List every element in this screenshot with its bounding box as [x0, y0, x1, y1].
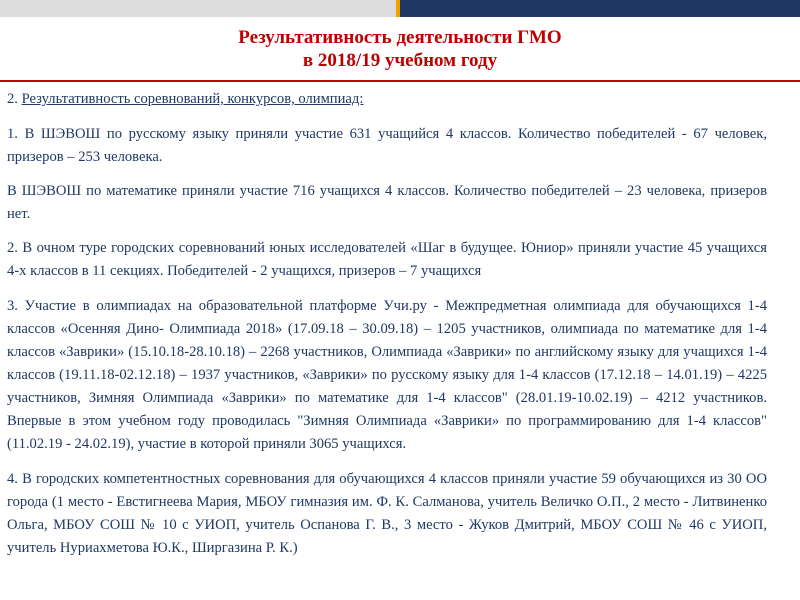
title-divider [0, 80, 800, 82]
top-bar-gray [0, 0, 396, 17]
paragraph-uchi-ru-olympiads: 3. Участие в олимпиадах на образовательной платформе Учи.ру - Межпредметная олимпиада для обучающихся 1-4 классов «Осенняя Дино- Олимпиада 2018» (17.09.18 – 30.09.18) – 1205 участников, олимпиада по математике для 1-4 классов «Заврики» (15.10.18-28.10.18) – 2268 участников, Олимпиада «Заврики» по английскому языку для учащихся 1-4 классов (19.11.18-02.12.18) – 1937 участников, «Заврики» по русскому языку для 1-4 классов (17.12.18 – 14.01.19) – 4225 участников, Зимняя Олимпиада «Заврики» по математике для 1-4 классов" (28.01.19-10.02.19) – 4212 участников. Впервые в этом учебном году проводилась "Зимняя Олимпиада «Заврики» по программированию для 1-4 классов" (11.02.19 - 24.02.19), участие в которой приняли 3065 учащихся. [7, 298, 767, 452]
paragraph-math-olympiad: В ШЭВОШ по математике приняли участие 716 учащихся 4 классов. Количество победителей – 23 человека, призеров нет. [7, 183, 767, 222]
paragraph-competence-contest: 4. В городских компетентностных соревнования для обучающихся 4 классов приняли участие 59 обучающихся из 30 ОО города (1 место - Евстигнеева Мария, МБОУ гимназия им. Ф. К. Салманова, учитель Величко О.П., 2 место - Литвиненко Ольга, МБОУ СОШ № 10 с УИОП, учитель Оспанова Г. В., 3 место - Жуков Дмитрий, МБОУ СОШ № 46 с УИОП, учитель Нуриахметова Ю.К., Ширгазина Р. К.) [7, 471, 767, 556]
slide-title [0, 26, 800, 72]
section-heading-text: Результативность соревнований, конкурсов, олимпиад: [21, 91, 364, 107]
section-heading-number: 2. [7, 91, 22, 107]
title-line-1: Результативность деятельности ГМО [238, 27, 562, 48]
section-heading [7, 88, 767, 111]
title-line-2: в 2018/19 учебном году [302, 50, 498, 71]
paragraph-step-into-future: 2. В очном туре городских соревнований юных исследователей «Шаг в будущее. Юниор» приняли участие 45 учащихся 4-х классов в 11 секциях. Победителей - 2 учащихся, призеров – 7 учащихся [7, 240, 767, 279]
content-body [7, 84, 767, 560]
paragraph-russian-olympiad: 1. В ШЭВОШ по русскому языку приняли участие 631 учащийся 4 классов. Количество победителей - 67 человек, призеров – 253 человека. [7, 126, 767, 165]
top-bar-navy [396, 0, 800, 17]
